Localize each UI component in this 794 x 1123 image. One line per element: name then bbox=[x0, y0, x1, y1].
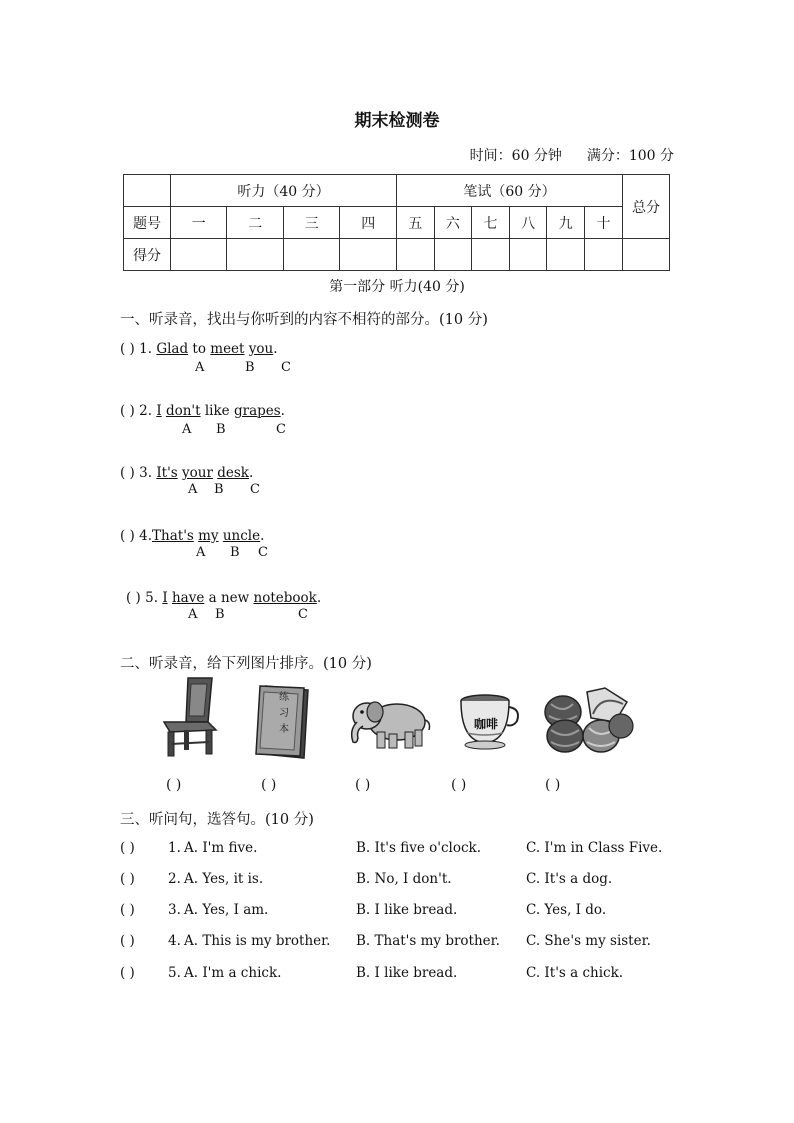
order-blank[interactable]: ( ) bbox=[261, 777, 277, 793]
option-letter: B bbox=[215, 607, 225, 622]
number-cell: 七 bbox=[472, 207, 510, 239]
score-input-cell[interactable] bbox=[283, 239, 339, 271]
option-letter: A bbox=[182, 422, 192, 437]
section1-title: 一、听录音，找出与你听到的内容不相符的部分。(10 分) bbox=[120, 312, 488, 328]
score-input-cell[interactable] bbox=[396, 239, 434, 271]
chair-icon bbox=[160, 676, 220, 758]
answer-blank[interactable]: ( ) bbox=[120, 933, 135, 949]
watermelon-icon bbox=[543, 684, 637, 756]
question-number: 5. bbox=[168, 965, 181, 981]
elephant-icon bbox=[347, 694, 433, 752]
option-letter: C bbox=[258, 545, 268, 560]
option-letter: C bbox=[298, 607, 308, 622]
option-a: A. Yes, it is. bbox=[184, 871, 264, 887]
option-c: C. It's a dog. bbox=[526, 871, 613, 887]
answer-blank[interactable]: ( ) bbox=[120, 403, 135, 419]
option-b: B. I like bread. bbox=[356, 965, 458, 981]
time-label: 时间：60 分钟 bbox=[469, 148, 562, 164]
corner-cell bbox=[124, 175, 171, 207]
question-row: ( ) 5. I have a new notebook. bbox=[126, 590, 322, 606]
score-input-cell[interactable] bbox=[585, 239, 623, 271]
question-row: ( ) 2. I don't like grapes. bbox=[120, 403, 285, 419]
question-number: 3. bbox=[168, 902, 181, 918]
score-input-cell[interactable] bbox=[472, 239, 510, 271]
option-c: C. Yes, I do. bbox=[526, 902, 607, 918]
number-cell: 八 bbox=[509, 207, 547, 239]
option-letter: B bbox=[214, 482, 224, 497]
answer-blank[interactable]: ( ) bbox=[120, 871, 135, 887]
option-a: A. I'm five. bbox=[184, 840, 258, 856]
order-blank[interactable]: ( ) bbox=[355, 777, 371, 793]
question-number: 2. bbox=[168, 871, 181, 887]
option-b: B. It's five o'clock. bbox=[356, 840, 481, 856]
answer-blank[interactable]: ( ) bbox=[120, 840, 135, 856]
score-row-label: 得分 bbox=[124, 239, 171, 271]
answer-blank[interactable]: ( ) bbox=[120, 465, 135, 481]
number-cell: 十 bbox=[585, 207, 623, 239]
notebook-label: 练 习 本 bbox=[279, 692, 289, 735]
number-cell: 五 bbox=[396, 207, 434, 239]
option-letter: B bbox=[245, 360, 255, 375]
answer-blank[interactable]: ( ) bbox=[120, 965, 135, 981]
option-letter: C bbox=[250, 482, 260, 497]
writing-header: 笔试（60 分） bbox=[396, 175, 622, 207]
question-row: ( ) 1. Glad to meet you. bbox=[120, 341, 278, 357]
score-input-cell[interactable] bbox=[340, 239, 397, 271]
number-cell: 二 bbox=[227, 207, 283, 239]
listening-header: 听力（40 分） bbox=[171, 175, 397, 207]
option-b: B. No, I don't. bbox=[356, 871, 452, 887]
option-letter: B bbox=[230, 545, 240, 560]
number-cell: 三 bbox=[283, 207, 339, 239]
order-blank[interactable]: ( ) bbox=[166, 777, 182, 793]
option-letter: A bbox=[188, 607, 198, 622]
option-a: A. Yes, I am. bbox=[184, 902, 269, 918]
answer-blank[interactable]: ( ) bbox=[126, 590, 141, 606]
coffee-label: 咖啡 bbox=[474, 717, 499, 731]
option-c: C. I'm in Class Five. bbox=[526, 840, 663, 856]
option-letter: B bbox=[216, 422, 226, 437]
option-letter: A bbox=[195, 360, 205, 375]
score-input-cell[interactable] bbox=[509, 239, 547, 271]
option-letter: C bbox=[276, 422, 286, 437]
option-letter: A bbox=[188, 482, 198, 497]
number-cell: 六 bbox=[434, 207, 472, 239]
option-c: C. It's a chick. bbox=[526, 965, 624, 981]
option-letter: A bbox=[196, 545, 206, 560]
total-input-cell[interactable] bbox=[623, 239, 670, 271]
order-blank[interactable]: ( ) bbox=[451, 777, 467, 793]
score-input-cell[interactable] bbox=[434, 239, 472, 271]
page-title: 期末检测卷 bbox=[354, 111, 440, 131]
question-row: ( ) 4.That's my uncle. bbox=[120, 528, 265, 544]
number-cell: 四 bbox=[340, 207, 397, 239]
answer-blank[interactable]: ( ) bbox=[120, 341, 135, 357]
order-blank[interactable]: ( ) bbox=[545, 777, 561, 793]
score-input-cell[interactable] bbox=[171, 239, 227, 271]
option-a: A. I'm a chick. bbox=[184, 965, 282, 981]
full-score-label: 满分：100 分 bbox=[586, 148, 674, 164]
question-number: 1. bbox=[168, 840, 181, 856]
number-cell: 一 bbox=[171, 207, 227, 239]
option-letter: C bbox=[281, 360, 291, 375]
option-a: A. This is my brother. bbox=[184, 933, 331, 949]
question-row-label: 题号 bbox=[124, 207, 171, 239]
option-b: B. That's my brother. bbox=[356, 933, 500, 949]
score-table bbox=[123, 174, 670, 271]
section3-title: 三、听问句，选答句。(10 分) bbox=[120, 812, 314, 828]
option-b: B. I like bread. bbox=[356, 902, 458, 918]
number-cell: 九 bbox=[547, 207, 585, 239]
total-header: 总分 bbox=[623, 175, 670, 239]
part-one-title: 第一部分 听力(40 分) bbox=[329, 279, 465, 295]
question-row: ( ) 3. It's your desk. bbox=[120, 465, 254, 481]
section2-title: 二、听录音，给下列图片排序。(10 分) bbox=[120, 656, 372, 672]
question-number: 4. bbox=[168, 933, 181, 949]
answer-blank[interactable]: ( ) bbox=[120, 902, 135, 918]
exam-meta bbox=[470, 145, 674, 165]
answer-blank[interactable]: ( ) bbox=[120, 528, 135, 544]
option-c: C. She's my sister. bbox=[526, 933, 651, 949]
score-input-cell[interactable] bbox=[227, 239, 283, 271]
score-input-cell[interactable] bbox=[547, 239, 585, 271]
